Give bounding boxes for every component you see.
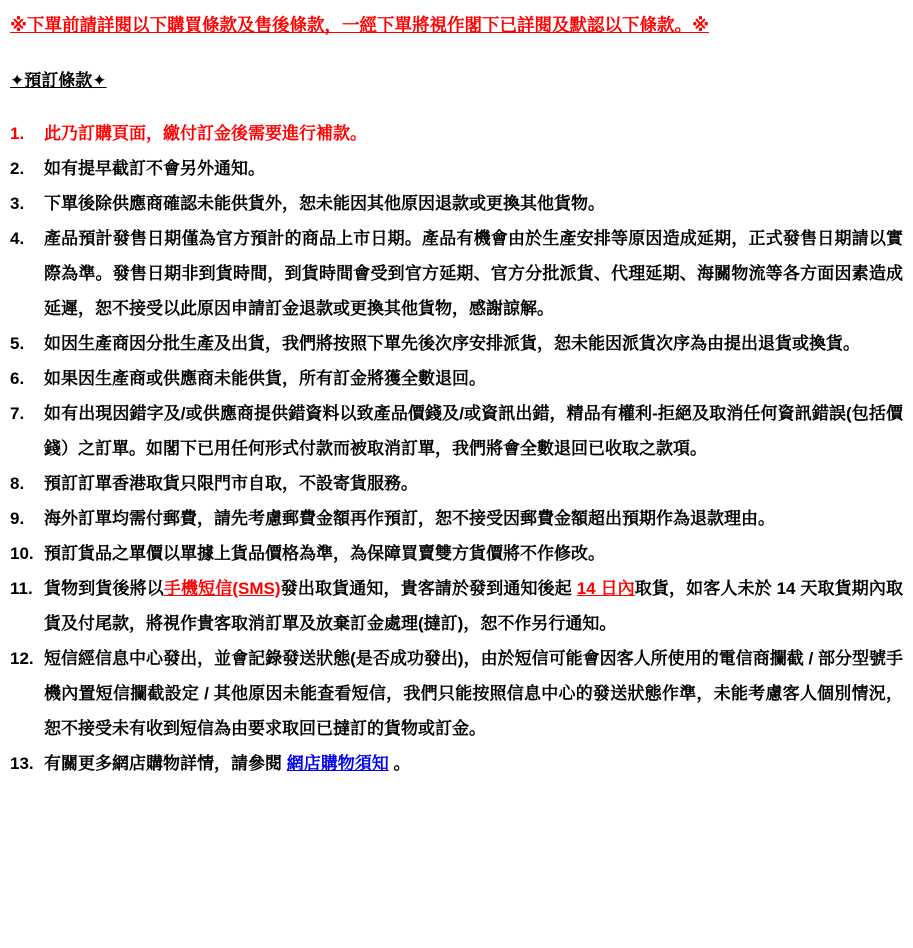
term-text	[44, 466, 903, 501]
term-item	[10, 361, 903, 396]
term-item	[10, 641, 903, 746]
term-segment: 貨物到貨後將以	[44, 579, 164, 598]
term-item	[10, 466, 903, 501]
shop-guide-link[interactable]: 網店購物須知	[286, 754, 389, 773]
term-number: 7.	[10, 404, 25, 423]
term-number: 10.	[10, 544, 34, 563]
term-item	[10, 326, 903, 361]
term-number: 13.	[10, 754, 34, 773]
term-segment: 發出取貨通知，貴客請於發到通知後起	[280, 579, 577, 598]
term-number: 1.	[10, 124, 25, 143]
terms-list	[10, 116, 903, 781]
term-text	[44, 221, 903, 326]
term-item	[10, 571, 903, 641]
term-segment: 如有出現因錯字及/或供應商提供錯資料以致產品價錢及/或資訊出錯，精品有權利-拒絕及取消任何資訊錯誤(包括價錢）之訂單。如閣下已用任何形式付款而被取消訂單，我們將會全數退回已收取之款項。	[44, 404, 903, 458]
term-item	[10, 186, 903, 221]
term-segment: 如因生產商因分批生產及出貨，我們將按照下單先後次序安排派貨，恕未能因派貨次序為由提出退貨或換貨。	[44, 334, 860, 353]
term-number: 12.	[10, 649, 34, 668]
term-number: 2.	[10, 159, 25, 178]
notice-title: ※下單前請詳閱以下購買條款及售後條款，一經下單將視作閣下已詳閱及默認以下條款。※	[10, 15, 710, 35]
highlighted-text: 手機短信(SMS)	[163, 579, 281, 598]
term-item	[10, 536, 903, 571]
term-item	[10, 116, 903, 151]
term-text	[44, 361, 903, 396]
highlighted-text: 14 日內	[576, 579, 635, 598]
term-number: 9.	[10, 509, 25, 528]
term-item	[10, 221, 903, 326]
term-text	[44, 396, 903, 466]
term-text	[44, 536, 903, 571]
term-segment: 海外訂單均需付郵費，請先考慮郵費金額再作預訂，恕不接受因郵費金額超出預期作為退款理由。	[44, 509, 775, 528]
term-text	[44, 186, 903, 221]
term-item	[10, 501, 903, 536]
term-segment: 短信經信息中心發出，並會記錄發送狀態(是否成功發出)，由於短信可能會因客人所使用的電信商攔截 / 部分型號手機內置短信攔截設定 / 其他原因未能查看短信，我們只能按照信息中心的發送狀態作準，未能考慮客人個別情況，恕不接受未有收到短信為由要求取回已撻訂的貨物或訂金。	[44, 649, 903, 738]
term-number: 11.	[10, 579, 33, 598]
term-text	[44, 641, 903, 746]
term-segment: 如有提早截訂不會另外通知。	[44, 159, 265, 178]
term-item	[10, 396, 903, 466]
term-segment: 此乃訂購頁面，繳付訂金後需要進行補款。	[44, 124, 367, 143]
term-segment: 有關更多網店購物詳情，請參閱	[44, 754, 287, 773]
term-text	[44, 326, 903, 361]
term-segment: 取貨，如客人未於 14 天取貨期內取貨及付尾款，將視作貴客取消訂單及放棄訂金處理(撻訂)，恕不作另行通知。	[44, 579, 903, 633]
term-number: 6.	[10, 369, 25, 388]
term-segment: 下單後除供應商確認未能供貨外，恕未能因其他原因退款或更換其他貨物。	[44, 194, 605, 213]
term-number: 8.	[10, 474, 25, 493]
section-header-preorder-terms: ✦預訂條款✦	[10, 71, 107, 90]
term-item	[10, 151, 903, 186]
term-number: 4.	[10, 229, 25, 248]
term-segment: 。	[388, 754, 411, 773]
term-text	[44, 746, 903, 781]
term-number: 3.	[10, 194, 25, 213]
term-number: 5.	[10, 334, 25, 353]
term-text	[44, 116, 903, 151]
term-segment: 預訂訂單香港取貨只限門市自取，不設寄貨服務。	[44, 474, 418, 493]
term-item	[10, 746, 903, 781]
term-text	[44, 151, 903, 186]
term-segment: 如果因生產商或供應商未能供貨，所有訂金將獲全數退回。	[44, 369, 486, 388]
term-text	[44, 571, 903, 641]
term-segment: 產品預計發售日期僅為官方預計的商品上市日期。產品有機會由於生產安排等原因造成延期，正式發售日期請以實際為準。發售日期非到貨時間，到貨時間會受到官方延期、官方分批派貨、代理延期、海關物流等各方面因素造成延遲，恕不接受以此原因申請訂金退款或更換其他貨物，感謝諒解。	[44, 229, 903, 318]
term-text	[44, 501, 903, 536]
term-segment: 預訂貨品之單價以單據上貨品價格為準，為保障買賣雙方貨價將不作修改。	[44, 544, 605, 563]
